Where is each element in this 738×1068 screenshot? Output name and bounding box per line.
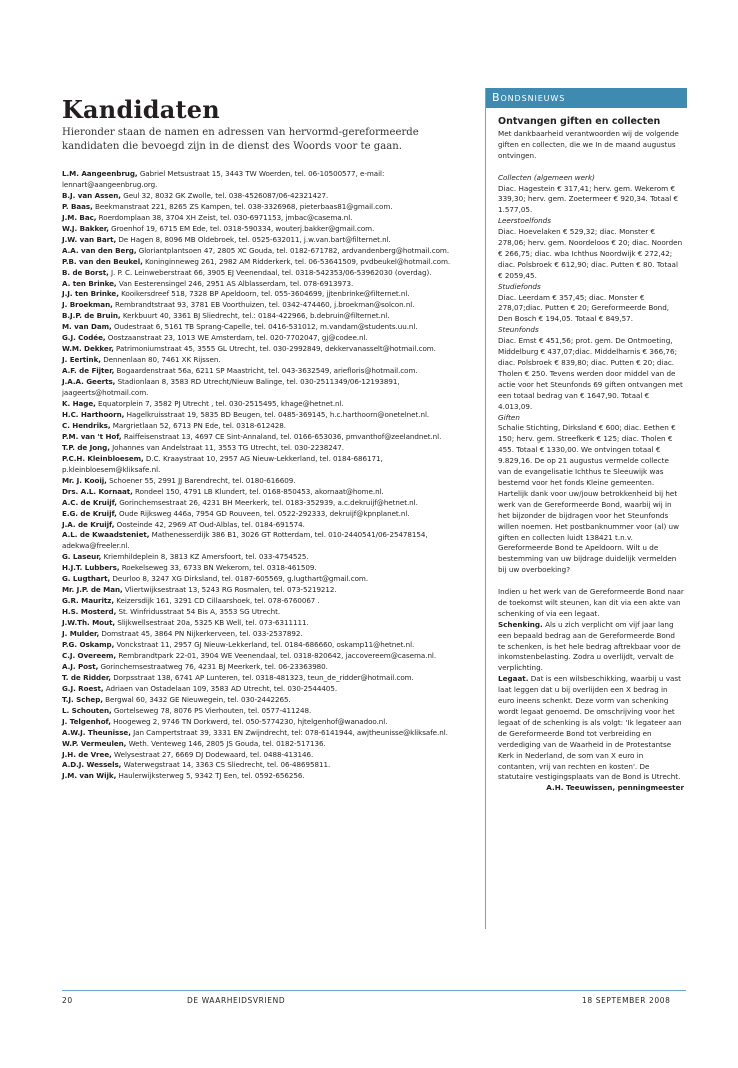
candidate-details: Dennenlaan 80, 7461 XK Rijssen. bbox=[103, 355, 221, 365]
candidate-name: G. Laseur, bbox=[62, 552, 102, 562]
candidate-entry bbox=[62, 509, 474, 520]
candidate-details: Oudestraat 6, 5161 TB Sprang-Capelle, tel. 0416-531012, m.vandam@students.uu.nl. bbox=[113, 322, 418, 332]
schenking-text: Als u zich verplicht om vijf jaar lang een bepaald bedrag aan de Gereformeerde Bond te schenken, is het hele bedrag aftrekbaar voor de inkomstenbelasting. Zodra u overlijdt, vervalt de verplichting. bbox=[498, 619, 681, 673]
candidate-name: W.P. Vermeulen, bbox=[62, 738, 127, 748]
candidate-details: Hagelkruisstraat 19, 5835 BD Beugen, tel. 0485-369145, h.c.harthoorn@onetelnet.nl. bbox=[126, 409, 430, 419]
candidate-entry bbox=[62, 246, 474, 257]
candidate-name: P.M. van 't Hof, bbox=[62, 431, 122, 441]
section-heading: Collecten (algemeen werk) bbox=[498, 172, 595, 182]
candidate-entry bbox=[62, 552, 474, 563]
candidate-name: H.J.T. Lubbers, bbox=[62, 563, 120, 573]
candidate-details: J. P. C. Leinweberstraat 66, 3905 EJ Veenendaal, tel. 0318-542353/06-53962030 (overdag). bbox=[110, 267, 432, 277]
candidate-name: J.M. van Wijk, bbox=[62, 771, 117, 781]
candidate-details: Beekmanstraat 221, 8265 ZS Kampen, tel. 038-3326968, pieterbaas81@gmail.com. bbox=[95, 201, 393, 211]
schenking-paragraph bbox=[498, 620, 684, 675]
candidate-name: P.C.H. Kleinbloesem, bbox=[62, 453, 144, 463]
candidates-column bbox=[62, 96, 474, 782]
candidate-name: L.M. Aangeenbrug, bbox=[62, 169, 138, 178]
candidate-entry bbox=[62, 563, 474, 574]
candidate-details: Johannes van Andelstraat 11, 3553 TG Utrecht, tel. 030-2238247. bbox=[112, 442, 344, 452]
candidate-entry bbox=[62, 257, 474, 268]
candidate-details: Gabriel Metsustraat 15, 3443 TW Woerden, tel. 06-10500577, e-mail: lennart@aangeenbrug.org. bbox=[62, 169, 385, 189]
legaat-label: Legaat. bbox=[498, 674, 529, 684]
candidate-details: Domstraat 45, 3864 PN Nijkerkerveen, tel. 033-2537892. bbox=[101, 629, 303, 639]
candidate-details: Koninginneweg 261, 2982 AM Ridderkerk, tel. 06-53641509, pvdbeukel@hotmail.com. bbox=[145, 256, 451, 266]
sidebar-intro: Met dankbaarheid verantwoorden wij de volgende giften en collecten, die we In de maand augustus ontvingen. bbox=[498, 129, 679, 160]
candidate-details: Stadionlaan 8, 3583 RD Utrecht/Nieuw Balinge, tel. 030-2511349/06-12193891, jaageerts@hotmail.com. bbox=[62, 377, 400, 398]
candidate-entry bbox=[62, 202, 474, 213]
candidate-details: Schoener 55, 2991 JJ Barendrecht, tel. 0180-616609. bbox=[109, 475, 296, 485]
candidate-entry bbox=[62, 530, 474, 552]
legaat-paragraph bbox=[498, 674, 684, 783]
candidate-name: M. van Dam, bbox=[62, 322, 112, 332]
candidate-details: Kooikersdreef 518, 7328 BP Apeldoorn, tel. 055-3604699, jjtenbrinke@filternet.nl. bbox=[121, 289, 410, 299]
candidate-entry bbox=[62, 377, 474, 399]
issue-date: 18 SEPTEMBER 2008 bbox=[582, 996, 671, 1005]
candidate-details: Mathenesserdijk 386 B1, 3026 GT Rotterdam, tel. 010-2440541/06-25478154, adekwa@freeler.nl. bbox=[62, 530, 428, 551]
candidate-name: L. Schouten, bbox=[62, 705, 112, 715]
candidate-name: K. Hage, bbox=[62, 399, 96, 409]
candidate-details: Bergwal 60, 3432 GE Nieuwegein, tel. 030-2442265. bbox=[105, 694, 291, 704]
candidate-details: Oosteinde 42, 2969 AT Oud-Alblas, tel. 0184-691574. bbox=[116, 519, 305, 529]
section-heading: Giften bbox=[498, 412, 520, 422]
candidate-name: G.J. Roest, bbox=[62, 683, 104, 693]
candidate-entry bbox=[62, 728, 474, 739]
candidate-name: J.A.A. Geerts, bbox=[62, 377, 116, 387]
candidate-entry bbox=[62, 279, 474, 290]
candidate-entry bbox=[62, 224, 474, 235]
candidate-name: A.L. de Kwaadsteniet, bbox=[62, 530, 150, 540]
candidate-entry bbox=[62, 629, 474, 640]
candidate-name: J.A. de Kruijf, bbox=[62, 519, 115, 529]
candidate-details: Gloriantplantsoen 47, 2805 XC Gouda, tel. 0182-671782, ardvandenberg@hotmail.com. bbox=[138, 245, 450, 255]
closing-intro: Indien u het werk van de Gereformeerde Bond naar de toekomst wilt steunen, kan dit via een akte van schenking of via een legaat. bbox=[498, 587, 684, 618]
candidate-entry bbox=[62, 520, 474, 531]
candidate-entry bbox=[62, 662, 474, 673]
candidate-name: H.S. Mosterd, bbox=[62, 607, 117, 617]
candidate-details: Dorpsstraat 138, 6741 AP Lunteren, tel. 0318-481323, teun_de_ridder@hotmail.com. bbox=[113, 672, 414, 682]
section-text: Diac. Emst € 451,56; prot. gem. De Ontmoeting, Middelburg € 437,07;diac. Middelharnis € 366,76; diac. Polsbroek € 839,80; diac. Putten € 20; diac. Tholen € 250. Tevens werden door middel van de actie voor het Steunfonds 69 giften ontvangen met een totaal bedrag van € 1647,90. Totaal € 4.013,09. bbox=[498, 336, 683, 411]
candidate-name: B.J. van Assen, bbox=[62, 190, 121, 200]
candidate-entry bbox=[62, 268, 474, 279]
candidate-name: J. Mulder, bbox=[62, 629, 100, 639]
candidate-details: Adriaen van Ostadelaan 109, 3583 AD Utrecht, tel. 030-2544405. bbox=[105, 683, 338, 693]
candidate-entry bbox=[62, 191, 474, 202]
candidate-name: A.F. de Fijter, bbox=[62, 366, 115, 376]
candidate-name: T.J. Schep, bbox=[62, 694, 103, 704]
candidate-entry bbox=[62, 706, 474, 717]
candidate-name: Drs. A.L. Kornaat, bbox=[62, 486, 133, 496]
candidate-entry bbox=[62, 651, 474, 662]
candidate-entry bbox=[62, 399, 474, 410]
candidate-name: J.M. Bac, bbox=[62, 212, 97, 222]
candidate-entry bbox=[62, 410, 474, 421]
candidate-details: Kriemhildeplein 8, 3813 KZ Amersfoort, tel. 033-4754525. bbox=[103, 552, 309, 562]
candidate-name: C.J. Overeem, bbox=[62, 650, 117, 660]
candidate-name: G. Lugthart, bbox=[62, 574, 111, 584]
candidate-details: Rondeel 150, 4791 LB Klundert, tel. 0168-850453, akornaat@home.nl. bbox=[135, 486, 384, 496]
candidate-name: B.J.P. de Bruin, bbox=[62, 311, 121, 321]
candidate-name: A. ten Brinke, bbox=[62, 278, 117, 288]
candidate-name: J.H. de Vree, bbox=[62, 749, 112, 759]
page-title: Kandidaten bbox=[62, 95, 220, 124]
candidate-name: J. Telgenhof, bbox=[62, 716, 111, 726]
candidate-name: A.W.J. Theunisse, bbox=[62, 727, 131, 737]
candidate-entry bbox=[62, 322, 474, 333]
candidate-entry bbox=[62, 344, 474, 355]
candidate-details: Haulerwijksterweg 5, 9342 TJ Een, tel. 0592-656256. bbox=[118, 771, 305, 781]
candidate-details: Roekelseweg 33, 6733 BN Wekerom, tel. 0318-461509. bbox=[121, 563, 317, 573]
page-number: 20 bbox=[62, 996, 73, 1005]
candidate-entry bbox=[62, 750, 474, 761]
candidate-name: E.G. de Kruijf, bbox=[62, 508, 117, 518]
candidate-details: Keizersdijk 161, 3291 CD Cillaarshoek, tel. 078-6760067 . bbox=[116, 596, 320, 606]
candidate-entry bbox=[62, 300, 474, 311]
candidate-name: P.G. Oskamp, bbox=[62, 639, 115, 649]
candidate-name: P.B. van den Beukel, bbox=[62, 256, 143, 266]
candidate-entry bbox=[62, 695, 474, 706]
candidate-name: G.J. Codée, bbox=[62, 333, 106, 343]
candidate-details: Gorinchemsestraat 26, 4231 BH Meerkerk, tel. 0183-352939, a.c.dekruijf@hetnet.nl. bbox=[119, 497, 418, 507]
candidate-details: Geul 32, 8032 GK Zwolle, tel. 038-4526087/06-42321427. bbox=[123, 190, 329, 200]
candidate-details: Jan Campertstraat 39, 3331 EN Zwijndrecht, tel: 078-6141944, awjtheunisse@kliksafe.nl. bbox=[133, 727, 448, 737]
section-heading: Steunfonds bbox=[498, 325, 539, 335]
candidate-name: T. de Ridder, bbox=[62, 672, 111, 682]
candidate-details: Waterwegstraat 14, 3363 CS Sliedrecht, tel. 06-48695811. bbox=[123, 760, 331, 770]
candidate-name: Mr. J. Kooij, bbox=[62, 475, 107, 485]
sidebar-bondsnieuws bbox=[485, 88, 687, 929]
candidate-name: A.C. de Kruijf, bbox=[62, 497, 117, 507]
sidebar-banner bbox=[486, 88, 687, 108]
signature: A.H. Teeuwissen, penningmeester bbox=[546, 783, 684, 793]
candidate-details: Kerkbuurt 40, 3361 BJ Sliedrecht, tel.: 0184-422966, b.debruin@filternet.nl. bbox=[122, 311, 390, 321]
candidate-entry bbox=[62, 640, 474, 651]
candidate-details: D.C. Kraaystraat 10, 2957 AG Nieuw-Lekkerland, tel. 0184-686171, p.kleinbloesem@kliksafe.nl. bbox=[62, 453, 383, 474]
candidate-entry bbox=[62, 235, 474, 246]
candidate-entry bbox=[62, 169, 474, 191]
candidate-name: A.D.J. Wessels, bbox=[62, 760, 122, 770]
candidate-entry bbox=[62, 432, 474, 443]
candidate-details: Rembrandtstraat 93, 3781 EB Voorthuizen, tel. 0342-474460, j.broekman@solcon.nl. bbox=[115, 300, 415, 310]
candidate-entry bbox=[62, 333, 474, 344]
candidate-details: Margrietlaan 52, 6713 PN Ede, tel. 0318-612428. bbox=[112, 420, 286, 430]
candidate-details: Vliertwijksestraat 13, 5243 RG Rosmalen, tel. 073-5219212. bbox=[124, 585, 337, 595]
candidate-name: A.J. Post, bbox=[62, 661, 99, 671]
candidate-list bbox=[62, 169, 474, 782]
candidate-entry bbox=[62, 673, 474, 684]
sidebar-banner-label: Bondsnieuws bbox=[492, 91, 566, 104]
candidate-entry bbox=[62, 596, 474, 607]
section-heading: Leerstoelfonds bbox=[498, 216, 551, 226]
candidate-entry bbox=[62, 213, 474, 224]
candidate-name: C. Hendriks, bbox=[62, 420, 111, 430]
candidate-details: Slijkwellsestraat 20a, 5325 KB Well, tel. 073-6311111. bbox=[117, 618, 309, 628]
candidate-name: B. de Borst, bbox=[62, 267, 109, 277]
candidate-entry bbox=[62, 498, 474, 509]
candidate-entry bbox=[62, 717, 474, 728]
candidate-details: Rembrandtpark 22-01, 3904 WE Veenendaal, tel. 0318-820642, jaccovereem@casema.nl. bbox=[118, 650, 437, 660]
candidate-name: Mr. J.P. de Man, bbox=[62, 585, 123, 595]
candidate-details: De Hagen 8, 8096 MB Oldebroek, tel. 0525-632011, j.w.van.bart@filternet.nl. bbox=[118, 234, 391, 244]
sidebar-content bbox=[498, 116, 684, 794]
candidate-name: T.P. de Jong, bbox=[62, 442, 110, 452]
candidate-details: Gortelseweg 78, 8076 PS Vierhouten, tel. 0577-411248. bbox=[113, 705, 312, 715]
section-text: Schalie Stichting, Dirksland € 600; diac. Eethen € 150; herv. gem. Streefkerk € 125; diac. Tholen € 455. Totaal € 1330,00. We ontvingen totaal € 9.829,16. De op 21 augustus vermelde collecte van de evangelisatie Ichthus te Sleeuwijk was bestemd voor het fonds Kleine gemeenten. Hartelijk dank voor uw/jouw betrokkenheid bij het werk van de Gereformeerde Bond, waarbij wij in het bijzonder de bijdragen voor het Steunfonds willen noemen. Het postbanknummer voor (al) uw giften en collecten luidt 138421 t.n.v. Gereformeerde Bond te Apeldoorn. Wilt u de bestemming van uw bijdrage duidelijk vermelden bij uw overboeking? bbox=[498, 423, 679, 575]
candidate-details: Groenhof 19, 6715 EM Ede, tel. 0318-590334, wouterj.bakker@gmail.com. bbox=[111, 223, 375, 233]
candidate-entry bbox=[62, 355, 474, 366]
schenking-label: Schenking. bbox=[498, 619, 543, 629]
candidate-details: Weth. Venteweg 146, 2805 JS Gouda, tel. 0182-517136. bbox=[128, 738, 326, 748]
candidate-details: Raiffeisenstraat 13, 4697 CE Sint-Annaland, tel. 0166-653036, pmvanthof@zeelandnet.nl. bbox=[123, 431, 442, 441]
section-text: Diac. Hagestein € 317,41; herv. gem. Wekerom € 339,30; herv. gem. Zoetermeer € 920,34. Totaal € 1.577,05. bbox=[498, 183, 679, 215]
candidate-entry bbox=[62, 739, 474, 750]
candidate-details: Equatorplein 7, 3582 PJ Utrecht , tel. 030-2515495, khage@hetnet.nl. bbox=[98, 399, 344, 409]
section-text: Diac. Leerdam € 357,45; diac. Monster € 278,07;diac. Putten € 20; Gereformeerde Bond, Den Bosch € 194,05. Totaal € 849,57. bbox=[498, 292, 670, 324]
candidate-entry bbox=[62, 684, 474, 695]
section-heading: Studiefonds bbox=[498, 281, 541, 291]
candidate-details: Welysestraat 27, 6669 DJ Dodewaard, tel. 0488-413146. bbox=[114, 749, 314, 759]
candidate-details: Hoogeweg 2, 9746 TN Dorkwerd, tel. 050-5774230, hjtelgenhof@wanadoo.nl. bbox=[113, 716, 388, 726]
candidate-details: Oostzaanstraat 23, 1013 WE Amsterdam, tel. 020-7702047, gj@codee.nl. bbox=[107, 333, 368, 343]
candidate-entry bbox=[62, 607, 474, 618]
candidate-entry bbox=[62, 454, 474, 476]
candidate-details: Roerdomplaan 38, 3704 XH Zeist, tel. 030-6971153, jmbac@casema.nl. bbox=[98, 212, 353, 222]
candidate-entry bbox=[62, 366, 474, 377]
candidate-name: J.W. van Bart, bbox=[62, 234, 117, 244]
candidate-entry bbox=[62, 476, 474, 487]
magazine-name: DE WAARHEIDSVRIEND bbox=[187, 996, 286, 1005]
candidate-details: Van Eesterensingel 246, 2951 AS Alblasserdam, tel. 078-6913973. bbox=[118, 278, 354, 288]
candidate-name: A.A. van den Berg, bbox=[62, 245, 137, 255]
candidate-name: G.R. Mauritz, bbox=[62, 596, 115, 606]
candidate-entry bbox=[62, 289, 474, 300]
candidate-name: H.C. Harthoorn, bbox=[62, 409, 125, 419]
candidate-details: Bogaardenstraat 56a, 6211 SP Maastricht, tel. 043-3632549, ariefloris@hotmail.com. bbox=[116, 366, 418, 376]
candidate-name: J.J. ten Brinke, bbox=[62, 289, 119, 299]
candidate-details: Deurloo 8, 3247 XG Dirksland, tel. 0187-605569, g.lugthart@gmail.com. bbox=[112, 574, 369, 584]
candidate-details: Oude Rijksweg 446a, 7954 GD Rouveen, tel. 0522-292333, dekruijf@kpnplanet.nl. bbox=[119, 508, 410, 518]
candidate-entry bbox=[62, 311, 474, 322]
candidate-entry bbox=[62, 760, 474, 771]
candidate-entry bbox=[62, 443, 474, 454]
candidate-name: J. Broekman, bbox=[62, 300, 113, 310]
candidate-name: W.M. Dekker, bbox=[62, 344, 114, 354]
candidate-entry bbox=[62, 585, 474, 596]
legaat-text: Dat is een wilsbeschikking, waarbij u vast laat leggen dat u bij overlijden een X bedrag in euro ineens schenkt. Deze vorm van schenking wordt legaat genoemd. De omschrijving voor het legaat of de schenking is als volgt: 'Ik legateer aan de Gereformeerde Bond tot verbreiding en verdediging van de Waarheid in de Protestantse Kerk in Nederland, de som van X euro in contanten, vrij van rechten en kosten'. De statutaire vestigingsplaats van de Bond is Utrecht. bbox=[498, 674, 682, 782]
sidebar-title: Ontvangen giften en collecten bbox=[498, 116, 661, 127]
candidate-name: W.J. Bakker, bbox=[62, 223, 109, 233]
footer-rule bbox=[62, 990, 686, 991]
candidate-details: Patrimoniumstraat 45, 3555 GL Utrecht, tel. 030-2992849, dekkervanasselt@hotmail.com. bbox=[116, 344, 436, 354]
candidate-details: Gorinchemsestraatweg 76, 4231 BJ Meerkerk, tel. 06-23363980. bbox=[100, 661, 328, 671]
candidate-entry bbox=[62, 487, 474, 498]
candidate-entry bbox=[62, 574, 474, 585]
candidate-entry bbox=[62, 421, 474, 432]
candidate-entry bbox=[62, 771, 474, 782]
sidebar-sections bbox=[498, 173, 684, 577]
candidate-entry bbox=[62, 618, 474, 629]
candidate-name: J.W.Th. Mout, bbox=[62, 618, 116, 628]
candidate-details: Vonckstraat 11, 2957 GJ Nieuw-Lekkerland, tel. 0184-686660, oskamp11@hetnet.nl. bbox=[116, 639, 415, 649]
candidate-details: St. Winfridusstraat 54 Bis A, 3553 SG Utrecht. bbox=[118, 607, 281, 617]
section-text: Diac. Hoevelaken € 529,32; diac. Monster € 278,06; herv. gem. Noordeloos € 20; diac. Noorden € 266,75; diac. wba Ichthus Noordwijk € 272,42; diac. Polsbroek € 612,90; diac. Putten € 80. Totaal € 2059,45. bbox=[498, 227, 683, 280]
candidate-name: P. Baas, bbox=[62, 201, 93, 211]
intro-text: Hieronder staan de namen en adressen van hervormd-gereformeerde kandidaten die bevoegd zijn in de dienst des Woords voor te gaan. bbox=[62, 127, 419, 152]
candidate-name: J. Eertink, bbox=[62, 355, 101, 365]
